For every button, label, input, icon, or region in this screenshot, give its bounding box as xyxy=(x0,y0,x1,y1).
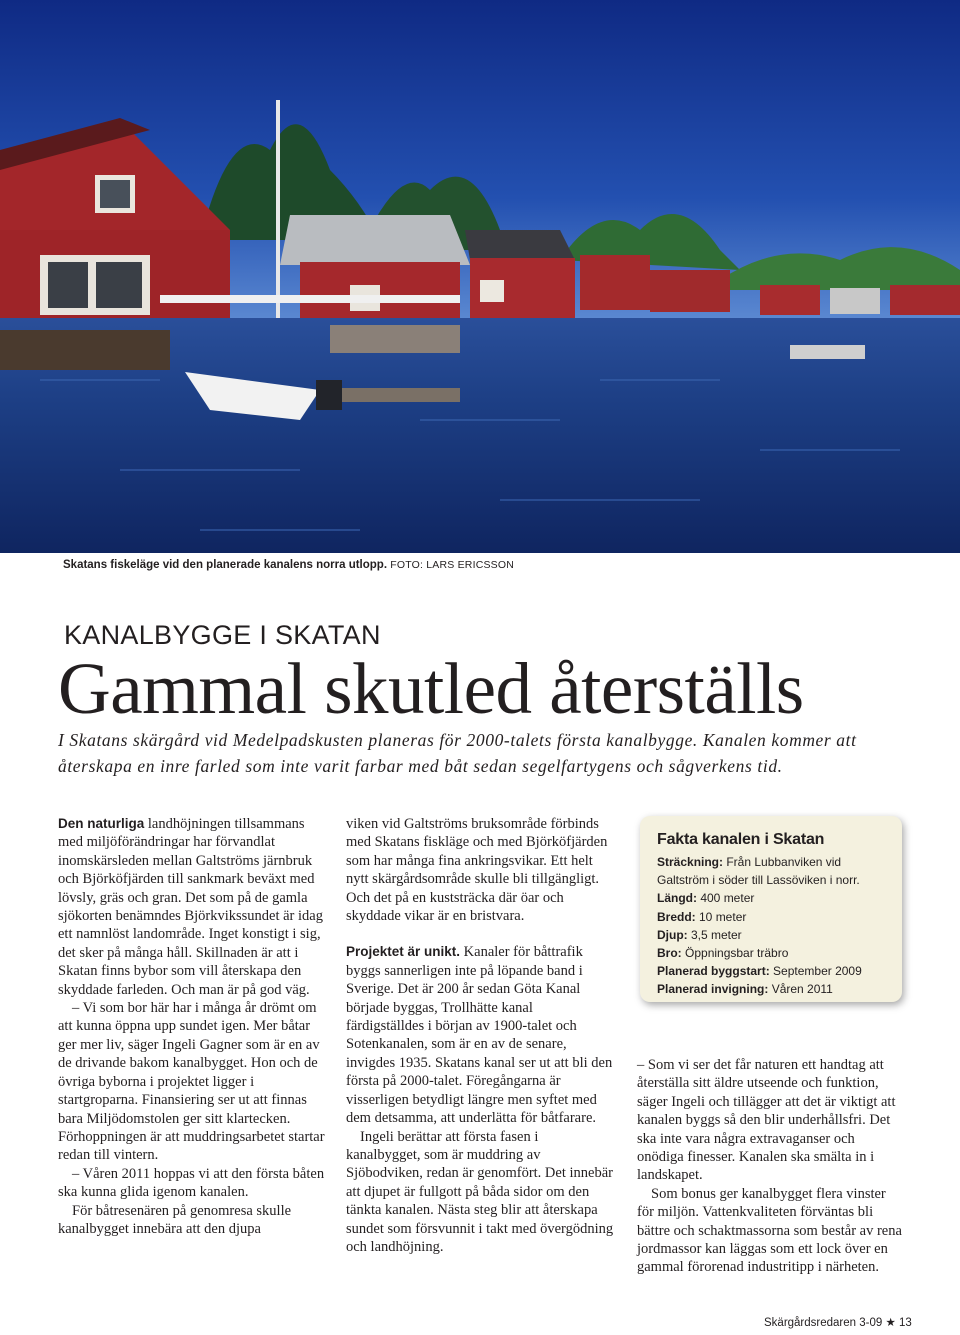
body-column-2 xyxy=(346,815,614,1256)
paragraph: För båtresenären på genomresa skulle kanalbygget innebära att den djupa xyxy=(58,1202,292,1237)
fact-label: Djup: xyxy=(657,927,688,942)
run-in-heading: Projektet är unikt. xyxy=(346,944,461,960)
body-column-1 xyxy=(58,815,326,1238)
article-headline: Gammal skutled återställs xyxy=(58,648,804,729)
paragraph: Som bonus ger kanalbygget flera vinster för miljön. Vattenkvaliteten förväntas bli bättre och schaktmassorna som består av rena jordmassor kan läggas som ett lock över en gammal förorenad industritipp i närheten. xyxy=(637,1185,902,1276)
fact-value: September 2009 xyxy=(769,964,862,979)
paragraph: – Som vi ser det får naturen ett handtag att återställa sitt äldre utseende och funktion, säger Ingeli och tillägger att det är viktigt att kanalen byggs så den blir underhållsfri. Det ska inte vara några extravaganser och onödiga finesser. Kanalen ska smälta in i landskapet. xyxy=(637,1057,896,1184)
fact-label: Bro: xyxy=(657,946,682,961)
fact-value: 400 meter xyxy=(697,891,755,906)
paragraph-text: Kanaler för båttrafik byggs sannerligen inte på löpande band i Sverige. Det är 200 år sedan Göta Kanal började byggas, Trollhätte kanal färdigställdes i början av 1900-talet och Sotenkanalen, som är en av de senare, invigdes 1935. Skatans kanal ser ut att bli den första på 2000-talet. Föregångarna är visserligen betydligt längre men syftet med dem detsamma, att underlätta för båtfarare. xyxy=(346,944,613,1127)
fact-row xyxy=(657,962,886,980)
harbor-photo-illustration xyxy=(0,0,960,553)
fact-label: Planerad byggstart: xyxy=(657,964,770,979)
photo-credit: FOTO: LARS ERICSSON xyxy=(390,559,515,571)
paragraph: viken vid Galtströms bruksområde förbinds med Skatans fiskläge och med Björköfjärden som har många fina ankringsvikar. Ett helt nytt skärgårdsområde skulle bli tillgängligt. Och det på en kuststräcka där öar och skyddade vikar är en bristvara. xyxy=(346,816,608,925)
fact-row xyxy=(657,926,886,944)
fact-row xyxy=(657,980,886,998)
star-icon: ★ xyxy=(885,1317,896,1329)
publication-name: Skärgårdsredaren 3-09 xyxy=(764,1317,883,1329)
paragraph: – Våren 2011 hoppas vi att den första båten ska kunna glida igenom kanalen. xyxy=(58,1165,325,1201)
fact-label: Planerad invigning: xyxy=(657,982,769,997)
paragraph xyxy=(58,815,326,999)
fact-value: 3,5 meter xyxy=(687,927,742,942)
fact-value: Från Lubbanviken vid Galtström i söder till Lassöviken i norr. xyxy=(657,855,860,888)
paragraph-text: landhöjningen tillsammans med miljöförändringar har förvandlat inomskärsleden mellan Galtströms järnbruk och Björköfjärden till sankmark beväxt med lövsly, gräs och gran. Det som på de gamla sjökorten benämndes Björkvikssundet är idag ett namnlöst landområde. Inget konstigt i sig, det sker på många håll. Skillnaden är att i Skatan finns bybor som vill återskapa den skyddade farleden. Och man är på god väg. xyxy=(58,816,323,998)
fact-label: Bredd: xyxy=(657,909,696,924)
fact-row xyxy=(657,944,886,962)
paragraph: – Vi som bor här har i många år drömt om att kunna öppna upp sundet igen. Mer båtar ger mer liv, säger Ingeli Gagner som är en av de drivande bakom kanalbygget. Hon och de övriga byborna i projektet ligger i startgroparna. Finansiering ser ut att finnas bara Miljödomstolen ger sitt klartecken. Förhoppningen är att muddringsarbetet startar redan till vintern. xyxy=(58,1000,325,1164)
fact-value: Våren 2011 xyxy=(768,982,833,997)
article-ingress: I Skatans skärgård vid Medelpadskusten planeras för 2000-talets första kanalbygge. Kanalen kommer att återskapa en inre farled som inte varit farbar med båt sedan segelfartygens och sågverkens tid. xyxy=(58,730,857,776)
fact-box-title: Fakta kanalen i Skatan xyxy=(657,831,825,848)
fact-box xyxy=(640,816,902,1002)
fact-value: 10 meter xyxy=(695,909,747,924)
fact-row xyxy=(657,889,886,907)
fact-row xyxy=(657,853,886,889)
paragraph: Ingeli berättar att första fasen i kanalbygget, som är muddring av Sjöbodviken, redan är genomfört. Det innebär att djupet är fullgott på båda sidor om den tänkta kanalen. Nästa steg blir att återskapa sundet som försvunnit i takt med övergödning och landhöjning. xyxy=(346,1128,614,1255)
fact-value: Öppningsbar träbro xyxy=(681,946,789,961)
fact-label: Längd: xyxy=(657,891,697,906)
paragraph xyxy=(346,943,614,1127)
photo-caption xyxy=(63,557,923,573)
page-number: 13 xyxy=(898,1317,912,1329)
fact-label: Sträckning: xyxy=(657,855,724,869)
harbor-photo xyxy=(0,0,960,553)
caption-text: Skatans fiskeläge vid den planerade kanalens norra utlopp. xyxy=(63,559,388,571)
run-in-heading: Den naturliga xyxy=(58,816,145,831)
fact-row xyxy=(657,908,886,926)
page-footer xyxy=(764,1316,912,1330)
article-kicker: KANALBYGGE I SKATAN xyxy=(64,620,381,650)
body-column-3 xyxy=(637,1056,903,1277)
